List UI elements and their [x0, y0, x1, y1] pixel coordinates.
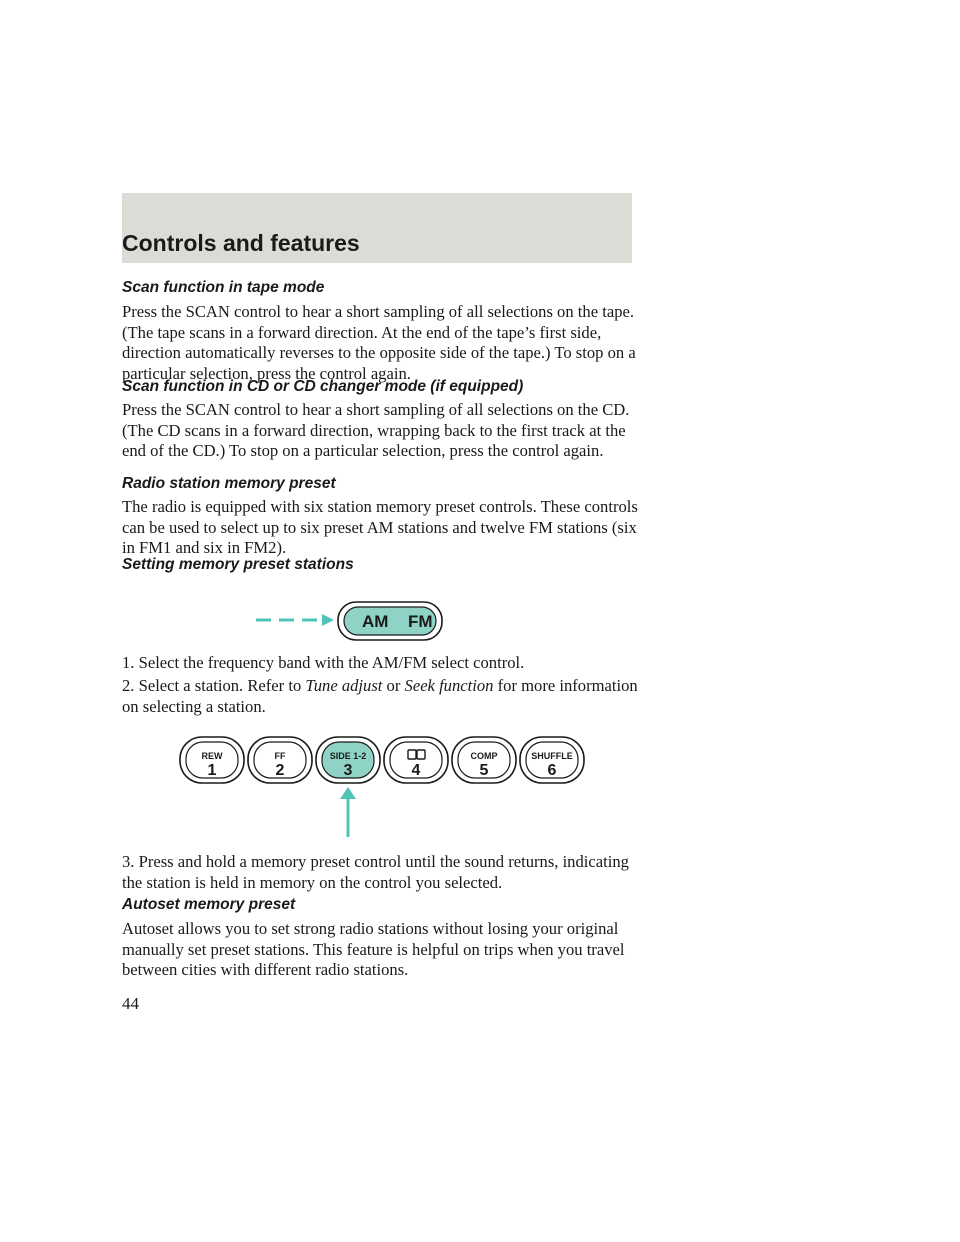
paragraph-step-1: 1. Select the frequency band with the AM/FM select control.	[122, 653, 525, 672]
preset-3-number: 3	[343, 762, 353, 779]
paragraph-scan-tape: Press the SCAN control to hear a short sampling of all selections on the tape. (The tape scans in a forward direction. At the end of the tape’s first side, direction automatically reverses to the opposite side of the tape.) To stop on a particular selection, press the control again.	[122, 302, 636, 383]
preset-button-1	[180, 737, 244, 783]
step-2-text-a: 2. Select a station. Refer to	[122, 676, 306, 695]
heading-radio-preset: Radio station memory preset	[122, 475, 336, 492]
preset-4-number: 4	[411, 762, 421, 779]
preset-button-3	[316, 737, 380, 783]
amfm-fm-label: FM	[408, 612, 433, 631]
section-title: Controls and features	[122, 230, 360, 256]
preset-6-number: 6	[547, 762, 557, 779]
page-number: 44	[122, 994, 139, 1013]
amfm-am-label: AM	[362, 612, 389, 631]
preset-6-top-label: SHUFFLE	[531, 751, 573, 761]
link-tune-adjust: Tune adjust	[305, 676, 383, 695]
section-header	[122, 193, 632, 263]
preset-2-number: 2	[275, 762, 285, 779]
paragraph-radio-preset: The radio is equipped with six station memory preset controls. These controls can be used to select up to six preset AM stations and twelve FM stations (six in FM1 and six in FM2).	[122, 497, 638, 557]
step-2-text-b: or	[382, 676, 405, 695]
link-seek-function: Seek function	[404, 676, 494, 695]
amfm-illustration	[250, 600, 450, 642]
section-autoset-body	[122, 919, 642, 981]
section-scan-cd	[122, 378, 642, 396]
heading-scan-tape: Scan function in tape mode	[122, 279, 325, 296]
heading-setting-preset: Setting memory preset stations	[122, 556, 354, 573]
step-2-text-c: for more information on selecting a station.	[122, 676, 638, 716]
section-scan-cd-body	[122, 400, 642, 462]
preset-button-6	[520, 737, 584, 783]
step-1	[122, 653, 642, 674]
arrow-head-icon	[322, 614, 334, 626]
step-3	[122, 852, 642, 893]
heading-scan-cd: Scan function in CD or CD changer mode (if equipped)	[122, 378, 524, 395]
paragraph-step-2	[122, 676, 642, 717]
paragraph-scan-cd: Press the SCAN control to hear a short sampling of all selections on the CD. (The CD scans in a forward direction, wrapping back to the first track at the end of the CD.) To stop on a particular selection, press the control again.	[122, 400, 630, 460]
preset-1-top-label: REW	[201, 751, 223, 761]
step-2	[122, 676, 642, 717]
heading-autoset: Autoset memory preset	[122, 896, 296, 913]
preset-5-top-label: COMP	[470, 751, 498, 761]
paragraph-autoset: Autoset allows you to set strong radio stations without losing your original manually set preset stations. This feature is helpful on trips when you travel between cities with different radio stations.	[122, 919, 625, 979]
preset-button-4	[384, 737, 448, 783]
preset-button-2	[248, 737, 312, 783]
section-scan-tape	[122, 279, 642, 297]
section-autoset	[122, 896, 642, 914]
section-setting-preset	[122, 556, 642, 574]
section-scan-tape-body	[122, 302, 642, 384]
preset-1-number: 1	[207, 762, 217, 779]
preset-5-number: 5	[479, 762, 489, 779]
preset-2-top-label: FF	[274, 751, 286, 761]
section-radio-preset	[122, 475, 642, 493]
paragraph-step-3: 3. Press and hold a memory preset control until the sound returns, indicating the station is held in memory on the control you selected.	[122, 852, 629, 892]
preset-button-5	[452, 737, 516, 783]
preset-buttons-illustration	[176, 735, 586, 841]
section-radio-preset-body	[122, 497, 642, 559]
preset-3-top-label: SIDE 1-2	[329, 751, 367, 761]
